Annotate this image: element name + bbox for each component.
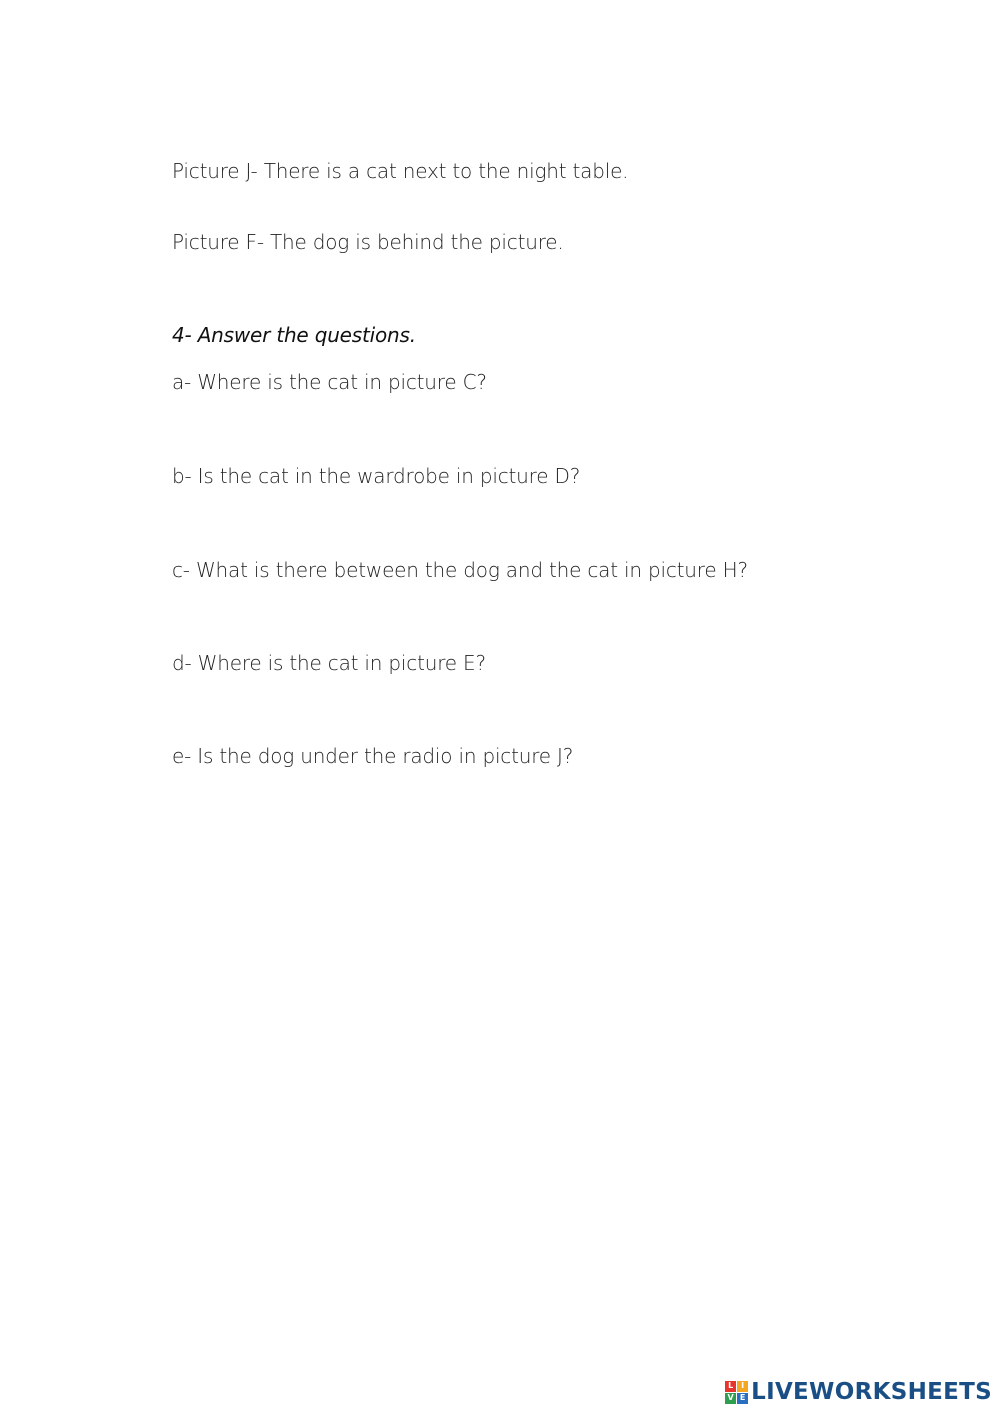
- statement-picture-f: Picture F- The dog is behind the picture.: [172, 230, 564, 254]
- question-c: c- What is there between the dog and the cat in picture H?: [172, 558, 748, 582]
- badge-letter-e: E: [737, 1393, 748, 1404]
- badge-letter-v: V: [725, 1393, 736, 1404]
- badge-letter-i: I: [737, 1381, 748, 1392]
- badge-letter-l: L: [725, 1381, 736, 1392]
- question-d: d- Where is the cat in picture E?: [172, 651, 486, 675]
- question-e: e- Is the dog under the radio in picture J?: [172, 744, 574, 768]
- statement-picture-j: Picture J- There is a cat next to the night table.: [172, 159, 629, 183]
- question-a: a- Where is the cat in picture C?: [172, 370, 487, 394]
- liveworksheets-logo: [725, 1377, 992, 1407]
- liveworksheets-badge-icon: [725, 1381, 748, 1404]
- section-heading: 4- Answer the questions.: [172, 323, 416, 347]
- question-b: b- Is the cat in the wardrobe in picture D?: [172, 464, 581, 488]
- liveworksheets-wordmark: LIVEWORKSHEETS: [751, 1378, 992, 1405]
